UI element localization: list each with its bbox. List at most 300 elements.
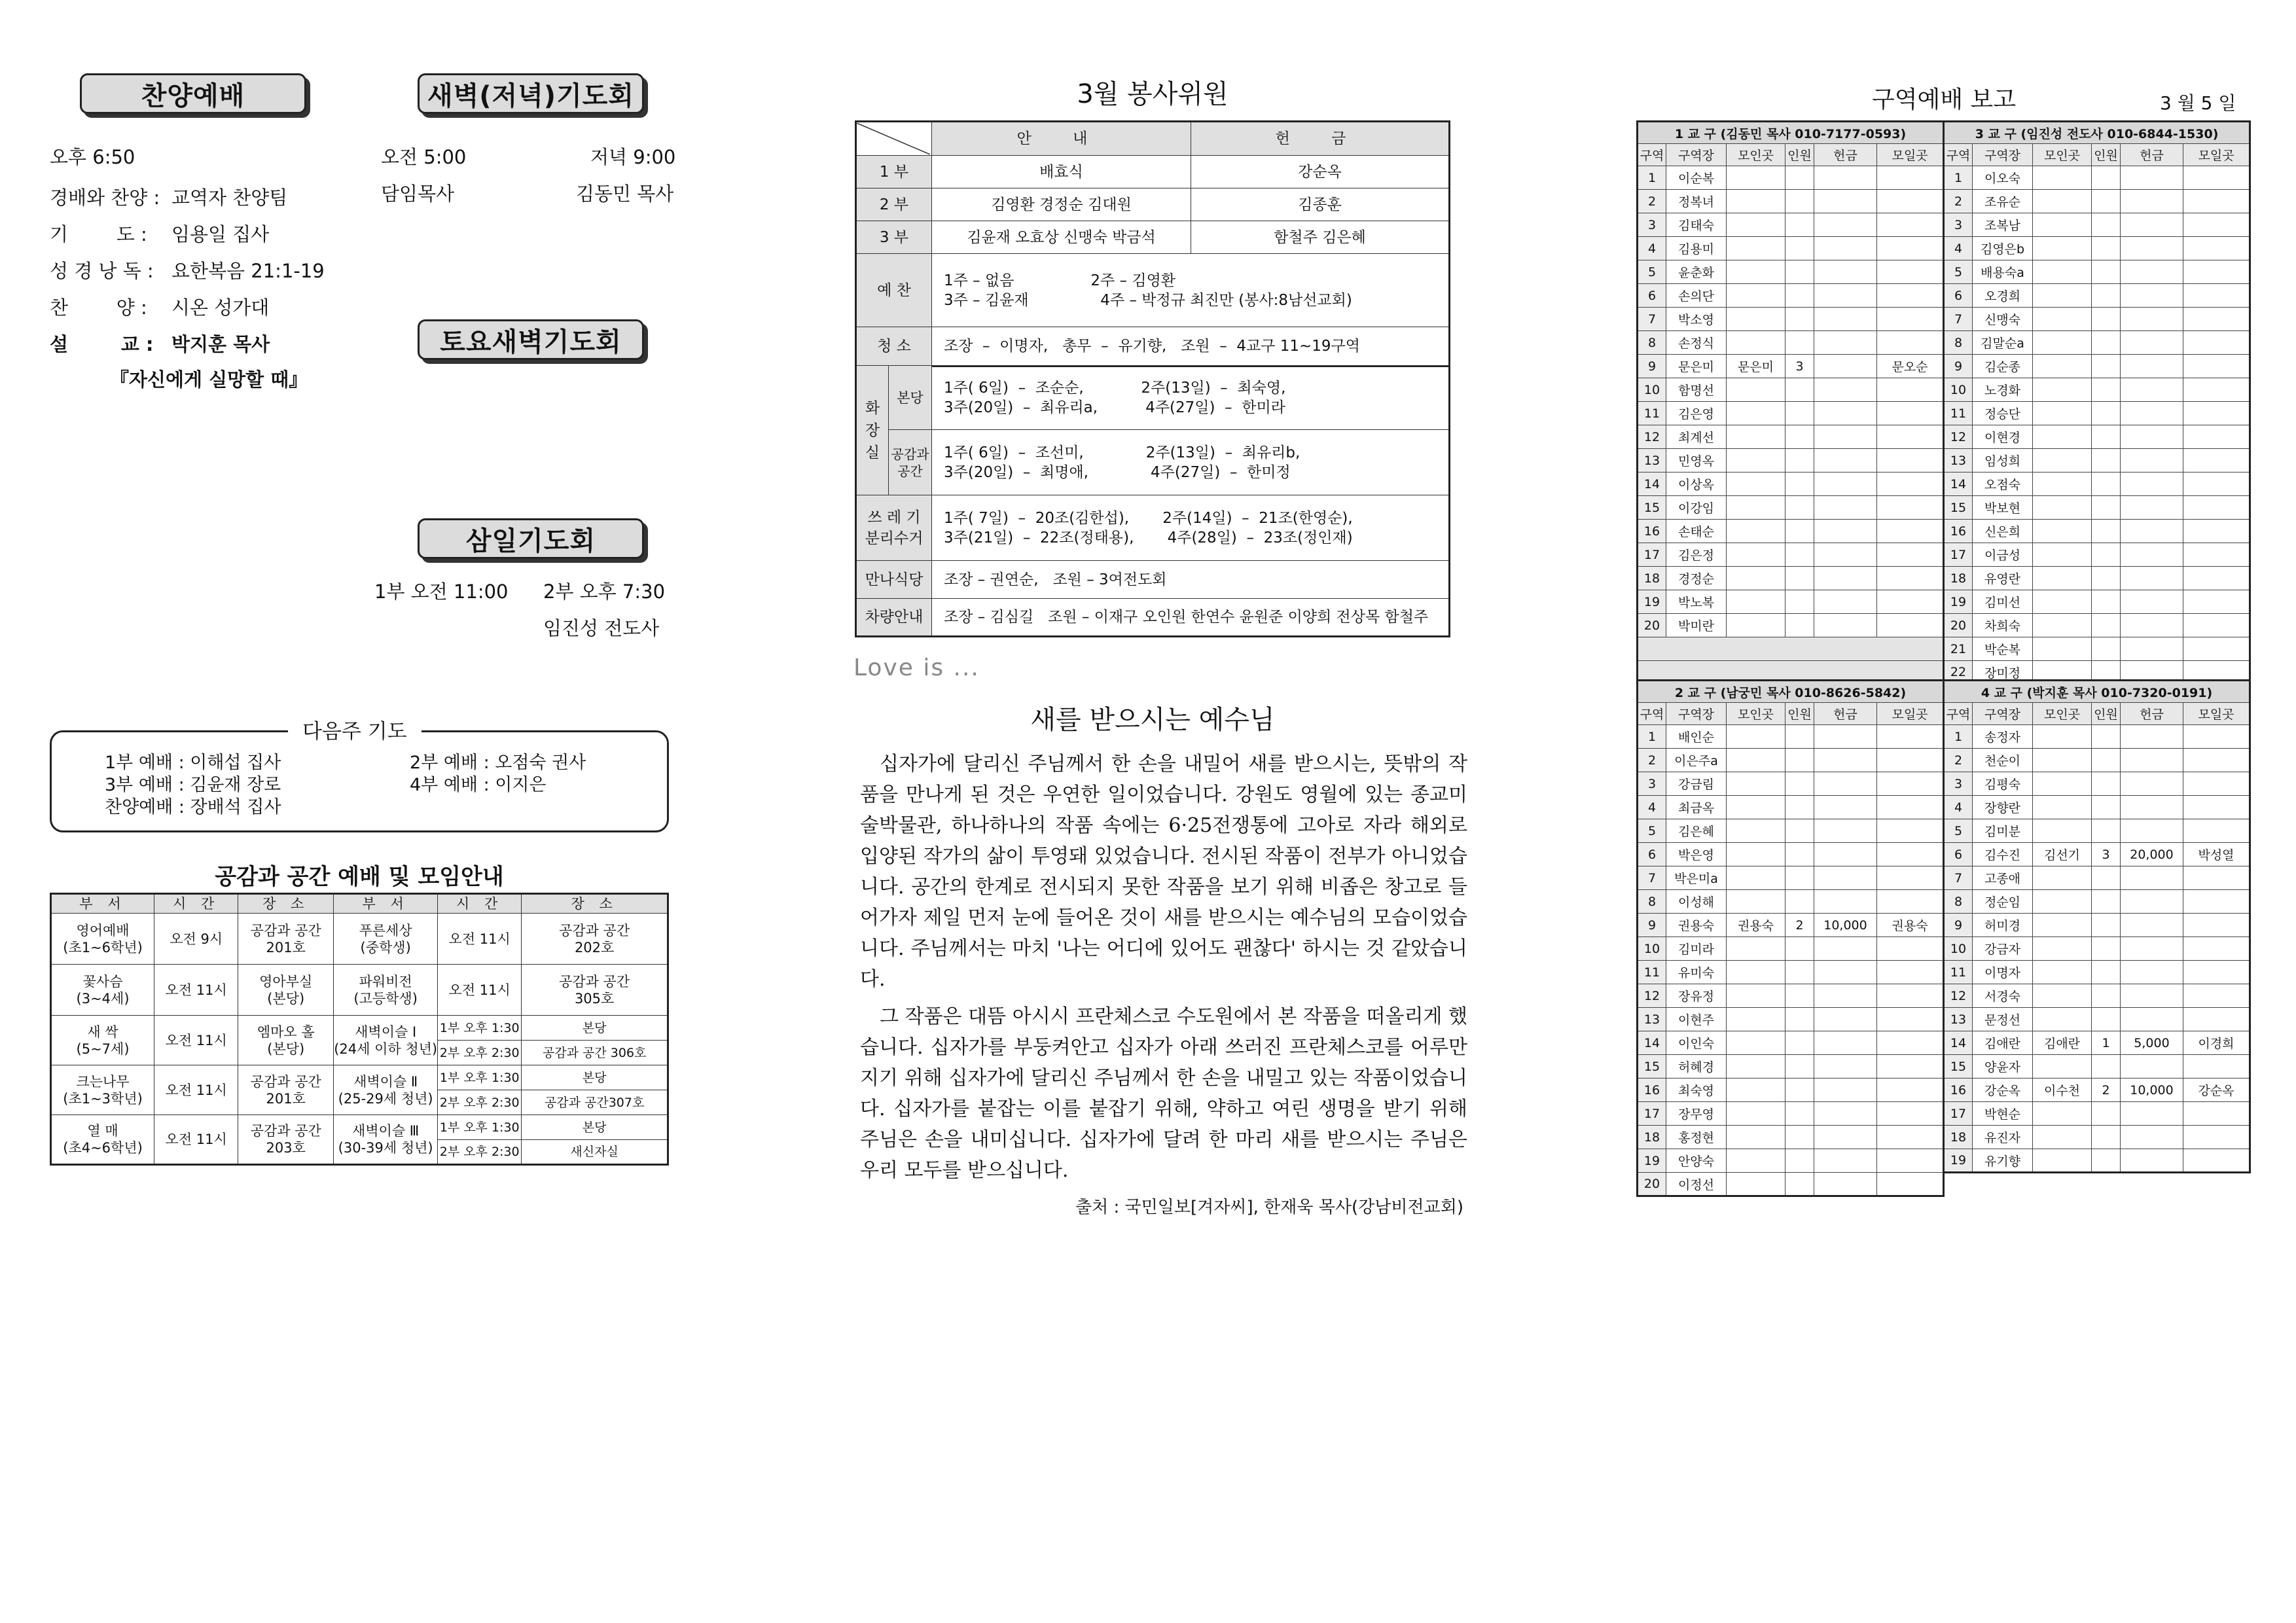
meeting-cell: 공감과 공간 306호 [522, 1041, 668, 1065]
district-number: 4 [1638, 237, 1666, 260]
district-cell [2183, 260, 2250, 284]
district-cell [2183, 1102, 2250, 1126]
district-number: 14 [1944, 473, 1973, 496]
district-cell [2033, 819, 2092, 843]
district-cell [2092, 355, 2121, 378]
district-row [1638, 355, 1944, 378]
district-cell [2033, 796, 2092, 819]
district-cell [2092, 1149, 2121, 1173]
offering-header: 헌 금 [1191, 122, 1450, 156]
district-cell [1814, 796, 1877, 819]
district-cell [2183, 166, 2250, 190]
service-1-offering: 강순옥 [1191, 156, 1450, 188]
district-number: 1 [1638, 725, 1666, 749]
district-cell: 허혜경 [1666, 1055, 1727, 1079]
district-title: 3 교 구 (임진성 전도사 010-6844-1530) [1944, 122, 2250, 144]
district-cell: 윤춘화 [1666, 260, 1727, 284]
district-cell [2092, 166, 2121, 190]
district-number: 8 [1944, 890, 1973, 914]
meeting-header-cell: 장 소 [522, 894, 668, 914]
district-cell [2092, 1055, 2121, 1079]
district-cell: 박소영 [1666, 308, 1727, 331]
district-cell [1877, 331, 1944, 355]
district-cell [1814, 937, 1877, 961]
trash-cell [932, 495, 1450, 561]
district-column-header: 구역 [1944, 703, 1973, 725]
district-row [1638, 1173, 1944, 1196]
district-cell [2033, 890, 2092, 914]
district-number: 15 [1944, 496, 1973, 520]
district-number: 12 [1944, 425, 1973, 449]
district-cell [2092, 590, 2121, 614]
district-row [1638, 1008, 1944, 1031]
district-column-header: 구역 [1944, 144, 1973, 166]
district-cell [1727, 890, 1785, 914]
meeting-cell: 공감과 공간 305호 [522, 965, 668, 1016]
district-number: 7 [1944, 308, 1973, 331]
district-cell [2033, 355, 2092, 378]
cleaning-label: 청 소 [856, 327, 932, 366]
district-cell [2092, 260, 2121, 284]
district-cell: 배용숙a [1973, 260, 2033, 284]
district-cell [1877, 402, 1944, 425]
restroom-main-label: 본당 [889, 366, 932, 430]
district-cell [2183, 331, 2250, 355]
district-cell: 조유순 [1973, 190, 2033, 213]
district-cell [1785, 984, 1814, 1008]
district-cell [2183, 355, 2250, 378]
district-cell [2033, 449, 2092, 473]
meeting-row [51, 1016, 668, 1041]
district-number: 13 [1944, 449, 1973, 473]
district-row [1944, 961, 2250, 984]
district-cell: 배인순 [1666, 725, 1727, 749]
district-row [1944, 890, 2250, 914]
district-cell [2121, 260, 2183, 284]
service-2-guide: 김영환 경정순 김대원 [932, 188, 1191, 221]
district-row [1638, 890, 1944, 914]
district-cell [2121, 284, 2183, 308]
district-cell [2092, 520, 2121, 543]
meeting-cell: 1부 오후 1:30 [438, 1016, 522, 1041]
district-title-row [1944, 681, 2250, 703]
service-2-offering: 김종훈 [1191, 188, 1450, 221]
district-column-header-row [1638, 703, 1944, 725]
district-cell [1727, 166, 1785, 190]
district-cell: 박은영 [1666, 843, 1727, 866]
district-cell [2183, 378, 2250, 402]
district-number: 6 [1638, 284, 1666, 308]
district-cell [1727, 843, 1785, 866]
district-cell: 김선기 [2033, 843, 2092, 866]
district-number: 2 [1638, 190, 1666, 213]
district-number: 14 [1944, 1031, 1973, 1055]
district-cell [2183, 819, 2250, 843]
district-cell [1785, 590, 1814, 614]
meeting-row [51, 965, 668, 1016]
district-row [1944, 1102, 2250, 1126]
meeting-header-cell: 시 간 [154, 894, 238, 914]
district-cell [1727, 473, 1785, 496]
district-cell [2092, 473, 2121, 496]
district-cell: 장미정 [1973, 661, 2033, 685]
district-number: 8 [1638, 890, 1666, 914]
district-cell [2121, 1055, 2183, 1079]
district-title-row [1944, 122, 2250, 144]
district-row [1944, 796, 2250, 819]
district-cell [2092, 637, 2121, 661]
district-cell [2121, 772, 2183, 796]
district-cell [2121, 355, 2183, 378]
district-cell [2183, 567, 2250, 590]
meeting-row [51, 1065, 668, 1090]
district-cell [1877, 166, 1944, 190]
district-cell: 권용숙 [1877, 914, 1944, 937]
district-cell [2121, 1008, 2183, 1031]
district-cell [2092, 308, 2121, 331]
district-number: 16 [1638, 1079, 1666, 1102]
district-cell [1877, 260, 1944, 284]
district-number: 14 [1638, 473, 1666, 496]
district-cell [2121, 1126, 2183, 1149]
district-number: 8 [1944, 331, 1973, 355]
district-title: 4 교 구 (박지훈 목사 010-7320-0191) [1944, 681, 2250, 703]
district-cell [1814, 213, 1877, 237]
district-cell: 서경숙 [1973, 984, 2033, 1008]
district-row [1638, 725, 1944, 749]
district-cell [2033, 166, 2092, 190]
district-cell [1877, 473, 1944, 496]
district-cell [1785, 425, 1814, 449]
parking-cell: 조장 – 김심길 조원 – 이재구 오인원 한연수 윤원준 이양희 전상목 함철주 [932, 599, 1450, 637]
meeting-cell: 엠마오 홀 (본당) [238, 1016, 334, 1065]
district-cell [1814, 819, 1877, 843]
district-cell: 안양숙 [1666, 1149, 1727, 1173]
district-cell: 손태순 [1666, 520, 1727, 543]
district-cell [1814, 1173, 1877, 1196]
district-cell [1785, 796, 1814, 819]
meeting-cell: 오전 11시 [154, 965, 238, 1016]
district-cell [1877, 213, 1944, 237]
district-cell [1814, 543, 1877, 567]
essay-paragraph-2: 그 작품은 대뜸 아시시 프란체스코 수도원에서 본 작품을 떠올리게 했습니다. 십자가를 부둥켜안고 십자가 아래 쓰러진 프란체스코를 어루만지기 위해 십자가에 달리신 주님께서 한 손을 내밀고 있는 작품이었습니다. 십자가를 붙잡는 이를 붙잡기 위해, 약하고 여린 생명을 받기 위해 주님은 손을 내미십니다. 십자가에 달려 한 마리 새를 받으시는 주님은 우리 모두를 받으십니다. [860, 1005, 1467, 1182]
district-cell [1877, 543, 1944, 567]
district-cell: 권용숙 [1666, 914, 1727, 937]
district-number: 10 [1638, 937, 1666, 961]
district-row [1944, 843, 2250, 866]
district-row [1944, 190, 2250, 213]
district-row [1944, 819, 2250, 843]
district-row [1638, 543, 1944, 567]
district-row [1638, 1126, 1944, 1149]
trash-label: 쓰 레 기 분리수거 [856, 495, 932, 561]
district-number: 10 [1944, 937, 1973, 961]
district-row [1944, 260, 2250, 284]
district-number: 11 [1638, 961, 1666, 984]
district-cell: 차희숙 [1973, 614, 2033, 637]
district-cell: 문은미 [1666, 355, 1727, 378]
meeting-cell: 공감과 공간 202호 [522, 914, 668, 965]
district-cell [1814, 1031, 1877, 1055]
praise-row-label: 기 도 : [50, 223, 147, 245]
district-cell [1814, 1008, 1877, 1031]
essay-paragraph-1: 십자가에 달리신 주님께서 한 손을 내밀어 새를 받으시는, 뜻밖의 작품을 만나게 된 것은 우연한 일이었습니다. 강원도 영월에 있는 종교미술박물관, 하나하나의 작품 속에는 6·25전쟁통에 고아로 자라 해외로 입양된 작가의 삶이 투영돼 있었습니다. 전시된 작품이 전부가 아니었습니다. 공간의 한계로 전시되지 못한 작품을 보기 위해 비좁은 창고로 들어가자 제일 먼저 눈에 들어온 것이 새를 받으시는 예수님의 모습이었습니다. 주님께서는 마치 '나는 어디에 있어도 괜찮다' 하시는 것 같았습니다. [860, 753, 1467, 991]
district-number: 18 [1944, 1126, 1973, 1149]
district-cell [1814, 961, 1877, 984]
district-cell [2033, 866, 2092, 890]
district-cell [1727, 402, 1785, 425]
district-row [1638, 308, 1944, 331]
district-cell [1727, 772, 1785, 796]
trash-line-2: 3주(21일) – 22조(정태용), 4주(28일) – 23조(정인재) [944, 529, 1353, 546]
district-cell [1814, 843, 1877, 866]
district-row [1638, 866, 1944, 890]
district-number: 8 [1638, 331, 1666, 355]
corner-cell [856, 122, 932, 156]
district-cell: 이정선 [1666, 1173, 1727, 1196]
district-cell [2121, 914, 2183, 937]
district-cell: 노경화 [1973, 378, 2033, 402]
restroom-sub-label: 공감과 공간 [889, 430, 932, 495]
district-row [1638, 984, 1944, 1008]
praise-row-label: 성 경 낭 독 : [50, 259, 154, 282]
district-cell [2033, 190, 2092, 213]
district-number: 13 [1944, 1008, 1973, 1031]
district-cell [2183, 473, 2250, 496]
district-cell [2183, 984, 2250, 1008]
district-column-header-row [1638, 144, 1944, 166]
district-cell [1814, 1149, 1877, 1173]
district-number: 18 [1638, 567, 1666, 590]
district-cell: 김태숙 [1666, 213, 1727, 237]
district-cell [2183, 284, 2250, 308]
wednesday-prayer-title: 삼일기도회 [418, 518, 644, 559]
district-cell [1877, 1055, 1944, 1079]
district-cell [2121, 725, 2183, 749]
prayer-4: 4부 예배 : 이지은 [410, 775, 547, 795]
district-number: 12 [1944, 984, 1973, 1008]
district-cell: 장향란 [1973, 796, 2033, 819]
district-row [1944, 637, 2250, 661]
district-cell: 이명자 [1973, 961, 2033, 984]
district-cell [1814, 890, 1877, 914]
meeting-cell: 오전 11시 [438, 914, 522, 965]
district-cell [2033, 1149, 2092, 1173]
district-row [1638, 1055, 1944, 1079]
district-number: 2 [1944, 749, 1973, 772]
district-cell: 10,000 [1814, 914, 1877, 937]
saturday-prayer-title: 토요새벽기도회 [418, 319, 644, 360]
district-cell: 5,000 [2121, 1031, 2183, 1055]
district-cell [1814, 984, 1877, 1008]
wed-leader: 임진성 전도사 [543, 617, 660, 639]
district-cell [1785, 843, 1814, 866]
district-cell [2033, 937, 2092, 961]
meeting-header-cell: 시 간 [438, 894, 522, 914]
district-row [1944, 237, 2250, 260]
district-cell [1727, 725, 1785, 749]
choir-line-1: 1주 – 없음 2주 – 김영환 [944, 272, 1176, 289]
service-1-label: 1 부 [856, 156, 932, 188]
district-cell [1814, 331, 1877, 355]
district-row [1638, 166, 1944, 190]
district-cell [1785, 496, 1814, 520]
meeting-cell: 영아부실 (본당) [238, 965, 334, 1016]
district-cell [1785, 1008, 1814, 1031]
district-column-header: 헌금 [1814, 703, 1877, 725]
district-2-table [1636, 679, 1945, 1197]
district-cell [1814, 1055, 1877, 1079]
district-number: 20 [1638, 1173, 1666, 1196]
district-row [1638, 614, 1944, 637]
district-number: 9 [1638, 355, 1666, 378]
district-cell: 허미경 [1973, 914, 2033, 937]
district-number: 13 [1638, 449, 1666, 473]
district-cell: 유진자 [1973, 1126, 2033, 1149]
district-row [1944, 308, 2250, 331]
district-cell [1814, 866, 1877, 890]
district-number: 19 [1638, 590, 1666, 614]
district-row [1944, 772, 2250, 796]
district-cell [1727, 260, 1785, 284]
district-row [1638, 449, 1944, 473]
district-cell [1814, 1079, 1877, 1102]
district-cell [2121, 890, 2183, 914]
district-row [1944, 937, 2250, 961]
district-cell: 손의단 [1666, 284, 1727, 308]
district-cell [1814, 402, 1877, 425]
service-3-label: 3 부 [856, 221, 932, 254]
district-row [1944, 1079, 2250, 1102]
district-number: 4 [1944, 796, 1973, 819]
district-cell [1877, 1149, 1944, 1173]
restroom-sub-line-2: 3주(20일) – 최명애, 4주(27일) – 한미정 [944, 463, 1291, 481]
meeting-cell: 새신자실 [522, 1140, 668, 1165]
district-cell [2121, 520, 2183, 543]
district-column-header-row [1944, 144, 2250, 166]
district-number: 1 [1944, 725, 1973, 749]
district-filler-row [1638, 637, 1944, 661]
dawn-leader-1: 담임목사 [381, 183, 455, 205]
district-cell [2121, 190, 2183, 213]
district-row [1638, 473, 1944, 496]
district-cell: 김미분 [1973, 819, 2033, 843]
district-cell [2121, 567, 2183, 590]
district-cell [2121, 543, 2183, 567]
district-cell [1727, 449, 1785, 473]
volunteers-title: 3월 봉사위원 [1077, 79, 1229, 109]
district-cell: 정복녀 [1666, 190, 1727, 213]
district-row [1638, 590, 1944, 614]
district-column-header: 모인곳 [2033, 703, 2092, 725]
meeting-header-cell: 장 소 [238, 894, 334, 914]
district-cell [2092, 190, 2121, 213]
district-cell [1727, 866, 1785, 890]
district-cell [1785, 961, 1814, 984]
district-number: 4 [1944, 237, 1973, 260]
district-cell [1814, 378, 1877, 402]
meeting-cell: 새벽이슬 Ⅰ (24세 이하 청년) [334, 1016, 438, 1065]
district-cell [2121, 425, 2183, 449]
district-row [1638, 331, 1944, 355]
district-row [1944, 331, 2250, 355]
district-cell [1814, 260, 1877, 284]
district-cell [2033, 590, 2092, 614]
district-cell [2183, 190, 2250, 213]
district-cell [1877, 567, 1944, 590]
district-cell [1785, 260, 1814, 284]
district-cell: 김애란 [2033, 1031, 2092, 1055]
district-row [1638, 1102, 1944, 1126]
district-cell: 김영은b [1973, 237, 2033, 260]
district-cell [2183, 520, 2250, 543]
district-cell: 강금자 [1973, 937, 2033, 961]
district-row [1944, 284, 2250, 308]
district-row [1944, 725, 2250, 749]
district-cell [1877, 520, 1944, 543]
district-cell [1877, 237, 1944, 260]
district-cell: 손정식 [1666, 331, 1727, 355]
district-cell [2121, 378, 2183, 402]
district-column-header: 구역 [1638, 703, 1666, 725]
district-cell [1877, 449, 1944, 473]
district-row [1944, 543, 2250, 567]
district-cell: 2 [2092, 1079, 2121, 1102]
district-cell [1877, 1126, 1944, 1149]
district-cell: 오경희 [1973, 284, 2033, 308]
district-cell [2092, 866, 2121, 890]
district-number: 11 [1944, 402, 1973, 425]
district-row [1638, 1079, 1944, 1102]
district-cell [2183, 496, 2250, 520]
district-cell [1785, 890, 1814, 914]
district-cell [2092, 402, 2121, 425]
district-cell: 송정자 [1973, 725, 2033, 749]
district-number: 5 [1944, 819, 1973, 843]
meeting-cell: 1부 오후 1:30 [438, 1115, 522, 1140]
district-cell [1877, 190, 1944, 213]
district-row [1944, 984, 2250, 1008]
meeting-row [51, 1115, 668, 1140]
district-cell [1785, 819, 1814, 843]
district-cell [1785, 190, 1814, 213]
district-cell: 김평숙 [1973, 772, 2033, 796]
meeting-row [51, 914, 668, 965]
essay-title: 새를 받으시는 예수님 [1030, 705, 1275, 735]
district-cell [2121, 796, 2183, 819]
district-column-header: 모일곳 [1877, 144, 1944, 166]
district-cell [2092, 543, 2121, 567]
district-cell: 2 [1785, 914, 1814, 937]
district-cell: 최계선 [1666, 425, 1727, 449]
district-cell [1877, 1031, 1944, 1055]
district-number: 10 [1944, 378, 1973, 402]
district-cell [2033, 213, 2092, 237]
district-cell: 10,000 [2121, 1079, 2183, 1102]
meeting-cell: 새벽이슬 Ⅲ (30-39세 청년) [334, 1115, 438, 1165]
district-cell [1785, 1079, 1814, 1102]
district-cell [1785, 749, 1814, 772]
district-column-header: 헌금 [1814, 144, 1877, 166]
district-row [1944, 1055, 2250, 1079]
district-cell [2033, 308, 2092, 331]
meeting-cell: 오전 11시 [438, 965, 522, 1016]
district-number: 16 [1944, 1079, 1973, 1102]
district-cell [1727, 543, 1785, 567]
district-cell [1814, 190, 1877, 213]
district-cell [2092, 984, 2121, 1008]
meeting-cell: 2부 오후 2:30 [438, 1090, 522, 1115]
